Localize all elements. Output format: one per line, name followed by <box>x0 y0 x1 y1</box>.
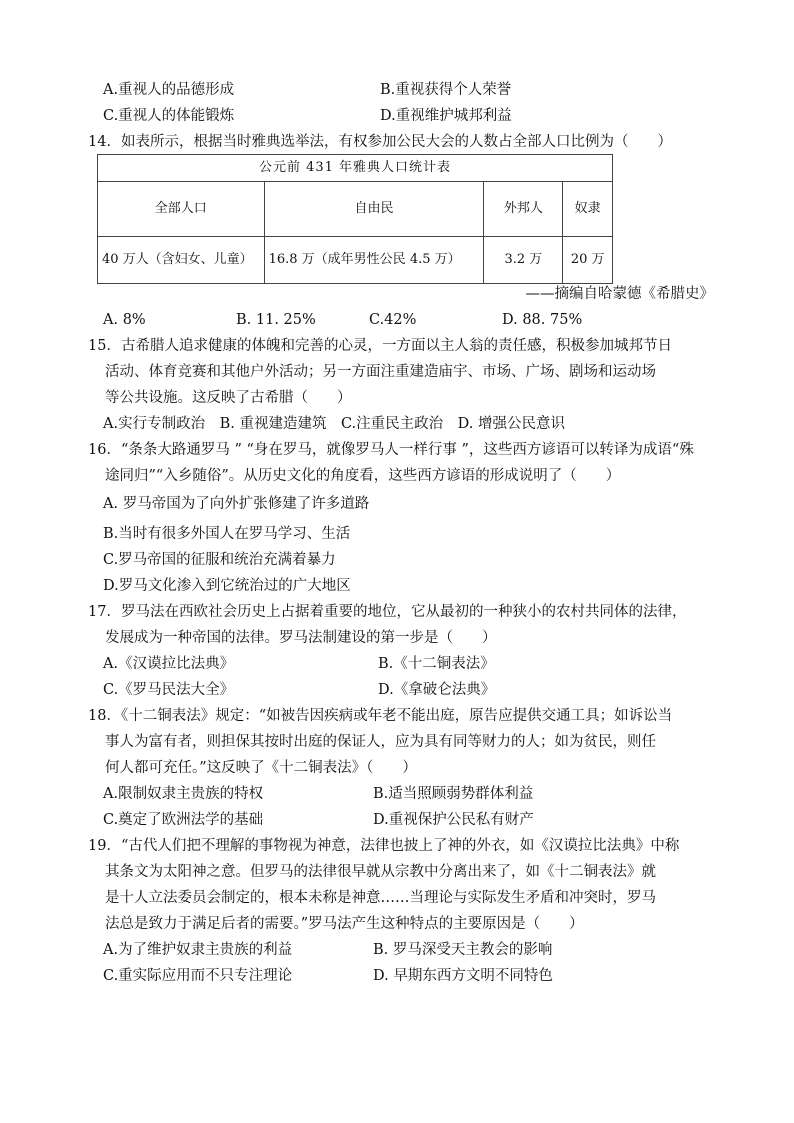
q18-option-c: C.奠定了欧洲法学的基础 <box>103 812 264 828</box>
q14-option-a: A. 8% <box>103 312 146 328</box>
q19-option-a: A.为了维护奴隶主贵族的利益 <box>103 942 293 958</box>
table-cell-free: 16.8 万（成年男性公民 4.5 万） <box>264 237 484 284</box>
q13-option-d: D.重视维护城邦利益 <box>380 108 512 124</box>
table-header-free: 自由民 <box>264 182 484 237</box>
table-cell-foreign: 3.2 万 <box>484 237 563 284</box>
q17-line-1: 17．罗马法在西欧社会历史上占据着重要的地位，它从最初的一种狭小的农村共同体的法律， <box>88 604 687 620</box>
q17-option-c: C.《罗马民法大全》 <box>103 682 235 698</box>
q17-option-b: B.《十二铜表法》 <box>378 656 495 672</box>
q19-line-1: 19．“古代人们把不理解的事物视为神意，法律也披上了神的外衣，如《汉谟拉比法典》中称 <box>88 838 680 854</box>
q13-option-c: C.重视人的体能锻炼 <box>103 108 235 124</box>
q18-line-1: 18．《十二铜表法》规定：“如被告因疾病或年老不能出庭，原告应提供交通工具；如诉讼当 <box>88 708 673 724</box>
q18-option-a: A.限制奴隶主贵族的特权 <box>103 786 264 802</box>
q15-line-1: 15．古希腊人追求健康的体魄和完善的心灵，一方面以主人翁的责任感，积极参加城邦节日 <box>88 338 672 354</box>
q16-option-b: B.当时有很多外国人在罗马学习、生活 <box>103 526 351 542</box>
table-caption: 公元前 431 年雅典人口统计表 <box>98 155 613 182</box>
q14-option-d: D. 88. 75% <box>502 312 583 328</box>
q19-line-4: 法总是致力于满足后者的需要。”罗马法产生这种特点的主要原因是（ ） <box>105 916 584 932</box>
q16-line-1: 16．“条条大路通罗马 ” “身在罗马，就像罗马人一样行事 ”，这些西方谚语可以转译为成语“殊 <box>88 442 694 458</box>
table-cell-total: 40 万人（含妇女、儿童） <box>98 237 265 284</box>
q16-option-d: D.罗马文化渗入到它统治过的广大地区 <box>103 578 351 594</box>
q16-option-c: C.罗马帝国的征服和统治充满着暴力 <box>103 552 336 568</box>
table-header-slaves: 奴隶 <box>563 182 613 237</box>
q19-option-d: D. 早期东西方文明不同特色 <box>373 968 553 984</box>
q18-option-b: B.适当照顾弱势群体利益 <box>373 786 534 802</box>
q18-line-2: 事人为富有者，则担保其按时出庭的保证人，应为具有同等财力的人；如为贫民，则任 <box>105 734 656 750</box>
q15-line-2: 活动、体育竞赛和其他户外活动；另一方面注重建造庙宇、市场、广场、剧场和运动场 <box>105 364 656 380</box>
q16-option-a: A. 罗马帝国为了向外扩张修建了许多道路 <box>103 496 370 512</box>
q13-option-b: B.重视获得个人荣誉 <box>380 82 512 98</box>
table-source: ——摘编自哈蒙德《希腊史》 <box>525 286 714 302</box>
q19-option-c: C.重实际应用而不只专注理论 <box>103 968 293 984</box>
q14-option-b: B. 11. 25% <box>236 312 316 328</box>
q19-line-3: 是十人立法委员会制定的，根本未称是神意……当理论与实际发生矛盾和冲突时，罗马 <box>105 890 656 906</box>
q17-option-d: D.《拿破仑法典》 <box>378 682 496 698</box>
q13-option-a: A.重视人的品德形成 <box>103 82 235 98</box>
population-table <box>97 154 613 284</box>
q19-line-2: 其条文为太阳神之意。但罗马的法律很早就从宗教中分离出来了，如《十二铜表法》就 <box>105 864 656 880</box>
table-cell-slaves: 20 万 <box>563 237 613 284</box>
q17-line-2: 发展成为一种帝国的法律。罗马法制建设的第一步是（ ） <box>105 630 497 646</box>
q18-option-d: D.重视保护公民私有财产 <box>373 812 534 828</box>
q14-option-c: C.42% <box>369 312 417 328</box>
q15-line-3: 等公共设施。这反映了古希腊（ ） <box>105 390 352 406</box>
table-header-total: 全部人口 <box>98 182 265 237</box>
q19-option-b: B. 罗马深受天主教会的影响 <box>373 942 553 958</box>
q17-option-a: A.《汉谟拉比法典》 <box>103 656 235 672</box>
q14-stem: 14．如表所示，根据当时雅典选举法，有权参加公民大会的人数占全部人口比例为（ ） <box>88 134 672 150</box>
q15-options: A.实行专制政治 B. 重视建造建筑 C.注重民主政治 D. 增强公民意识 <box>103 416 565 432</box>
q18-line-3: 何人都可充任。”这反映了《十二铜表法》（ ） <box>105 760 417 776</box>
table-header-foreign: 外邦人 <box>484 182 563 237</box>
q14-options <box>103 308 635 333</box>
q16-line-2: 途同归”“入乡随俗”。从历史文化的角度看，这些西方谚语的形成说明了（ ） <box>105 468 621 484</box>
